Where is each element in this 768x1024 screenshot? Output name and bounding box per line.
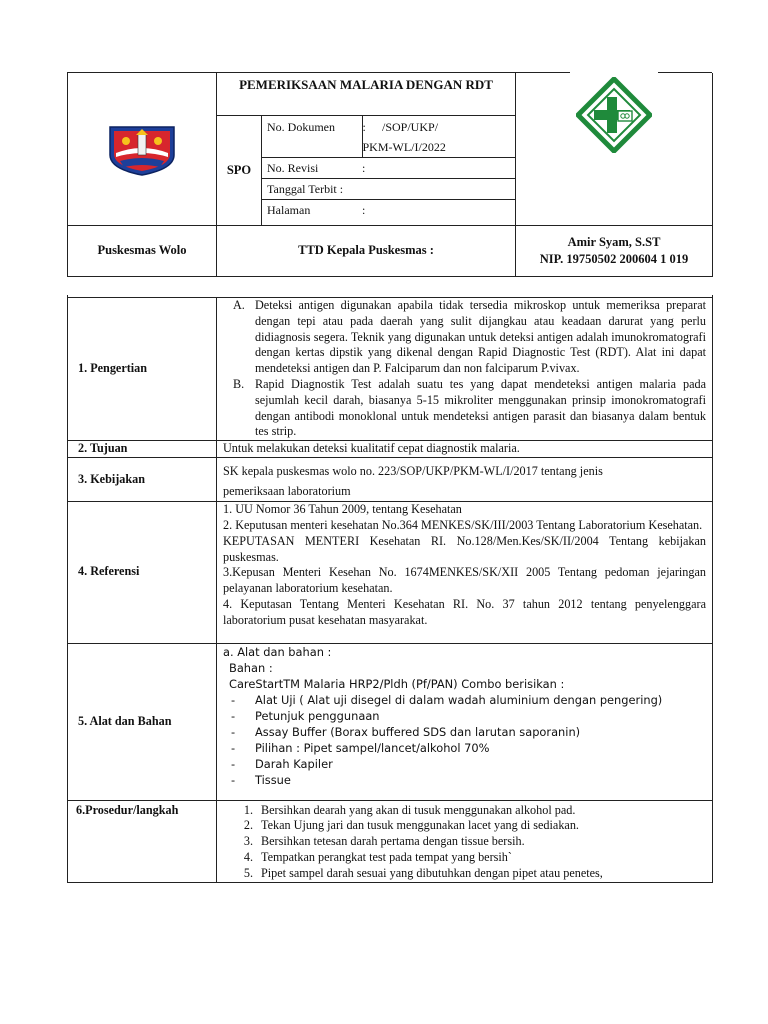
list-item [223,708,706,724]
kebijakan-line-2: pemeriksaan laboratorium [223,484,351,499]
sop-title: PEMERIKSAAN MALARIA DENGAN RDT [239,77,493,92]
revision-colon: : [362,158,516,179]
issue-date-colon: : [339,182,344,196]
list-marker: - [231,772,236,787]
document-meta-cell [262,116,516,226]
prosedur-content [217,800,713,882]
list-marker: 4. [243,849,253,864]
list-marker: 2. [243,818,253,833]
list-marker: - [231,756,236,771]
list-item [223,692,706,708]
list-item [231,377,706,440]
list-item [223,740,706,756]
referensi-line: 4. Keputasan Tentang Menteri Kesehatan RI. No. 37 tahun 2012 tentang penyelenggara laboratorium pusat kesehatan masyarakat. [223,596,706,627]
pengertian-list [231,298,706,440]
referensi-line: 1. UU Nomor 36 Tahun 2009, tentang Kesehatan [223,502,462,517]
list-marker: 5. [243,865,253,880]
list-item [223,772,706,788]
list-text: Deteksi antigen digunakan apabila tidak tersedia mikroskop untuk memeriksa preparat dengan tepi atau pada daerah yang sulit dijangkau atau keadaan darurat yang perlu didiagnosis segera. Teknik yang digunakan untuk deteksi antigen adalah imunokromatografi dengan kertas dipstik yang dikenal dengan Rapid Diagnostic Test (RDT). Alat ini dapat mendeteksi antigen dan P. Falciparum dan non falciparum P.vivax. [255,298,706,376]
head-identity [516,226,713,277]
list-text: Pipet sampel darah sesuai yang dibutuhkan dengan pipet atau penetes, [261,865,603,880]
list-text: Bersihkan tetesan darah pertama dengan tissue bersih. [261,834,525,849]
referensi-line: 2. Keputusan menteri kesehatan No.364 MENKES/SK/III/2003 Tentang Laboratorium Kesehatan. [223,517,703,532]
tujuan-label: 2. Tujuan [68,441,217,458]
list-item [217,834,706,850]
row-tujuan [68,441,713,458]
list-item [217,866,706,882]
doc-no-value-1: /SOP/UKP/ [382,119,439,134]
prosedur-list [217,803,706,882]
list-marker: A. [233,298,245,312]
list-marker: 3. [243,834,253,849]
list-marker: 1. [243,802,253,817]
puskesmas-logo-cell [516,73,713,226]
list-text: Pilihan : Pipet sampel/lancet/alkohol 70% [255,740,490,755]
pengertian-label: 1. Pengertian [68,298,217,441]
row-alat [68,643,713,800]
list-item [231,298,706,377]
kit-name: CareStartTM Malaria HRP2/Pldh (Pf/PAN) Combo berisikan : [229,676,565,691]
puskesmas-logo-icon [576,77,652,153]
doc-no-colon: : [362,119,366,134]
sop-document [67,72,712,883]
referensi-content [217,502,713,643]
page-colon: : [362,200,516,221]
list-item [223,724,706,740]
list-text: Bersihkan dearah yang akan di tusuk menggunakan alkohol pad. [261,802,576,817]
alat-content [217,643,713,800]
pengertian-content [217,298,713,441]
list-text: Tissue [255,772,291,787]
row-kebijakan [68,458,713,502]
head-nip: NIP. 19750502 200604 1 019 [539,252,689,266]
list-text: Assay Buffer (Borax buffered SDS dan larutan saporanin) [255,724,581,739]
page-label: Halaman [262,200,362,221]
head-signature-label: TTD Kepala Puskesmas : [217,226,516,277]
tujuan-text: Untuk melakukan deteksi kualitatif cepat diagnostik malaria. [217,441,713,458]
list-text: Petunjuk penggunaan [255,708,380,723]
sop-content-table [67,295,713,883]
row-prosedur [68,800,713,882]
list-marker: B. [233,376,245,391]
bahan-heading: Bahan : [229,660,273,675]
issue-date-label [262,179,362,200]
list-item [217,803,706,819]
kebijakan-label: 3. Kebijakan [68,458,217,502]
doc-no-label: No. Dokumen [262,116,362,137]
list-item [217,818,706,834]
document-meta-table [262,116,516,220]
list-marker: - [231,724,236,739]
head-name: Amir Syam, S.ST [567,235,661,249]
list-text: Darah Kapiler [255,756,333,771]
list-text: Tekan Ujung jari dan tusuk menggunakan lacet yang di sediakan. [261,818,579,833]
spo-label: SPO [217,116,262,226]
alat-label: 5. Alat dan Bahan [68,643,217,800]
list-text: Rapid Diagnostik Test adalah suatu tes yang dapat mendeteksi antigen malaria pada sejumlah kecil darah, biasanya 5-15 mikroliter menggunakan prinsip imonokromatografi dengan antibodi monoklonal untuk mendeteksi antigen parasit dan biasanya dalam bentuk tes strip. [255,376,706,439]
referensi-label: 4. Referensi [68,502,217,643]
row-referensi [68,502,713,643]
alat-heading: a. Alat dan bahan : [223,644,332,659]
sop-header-table [67,72,713,277]
revision-label: No. Revisi [262,158,362,179]
list-marker: - [231,740,236,755]
list-item [217,850,706,866]
list-text: Tempatkan perangkat test pada tempat yang bersih` [261,849,512,864]
prosedur-label: 6.Prosedur/langkah [68,800,217,882]
sop-title-cell [217,73,516,116]
regency-emblem-icon [106,117,178,177]
issue-date-value [362,179,516,200]
list-marker: - [231,708,236,723]
alat-list [223,692,706,788]
list-item [223,756,706,772]
header-gap [67,277,712,295]
doc-no-value-2: PKM-WL/I/2022 [362,137,516,158]
list-marker: - [231,692,236,707]
issue-date-text: Tanggal Terbit [267,182,337,196]
referensi-line: KEPUTASAN MENTERI Kesehatan RI. No.128/Men.Kes/SK/II/2004 Tentang kebijakan puskesmas. [223,533,706,564]
doc-no-spacer [262,137,362,158]
kebijakan-line-1: SK kepala puskesmas wolo no. 223/SOP/UKP/PKM-WL/I/2017 tentang jenis [223,464,603,479]
kebijakan-content [217,458,713,502]
referensi-line: 3.Kepusan Menteri Kesehan No. 1674MENKES/SK/XII 2005 Tentang pedoman jejaringan pelayanan laboratorium kesehatan. [223,565,706,596]
institution-name: Puskesmas Wolo [68,226,217,277]
regency-logo-cell [68,73,217,226]
row-pengertian [68,298,713,441]
list-text: Alat Uji ( Alat uji disegel di dalam wadah aluminium dengan pengering) [255,692,663,707]
